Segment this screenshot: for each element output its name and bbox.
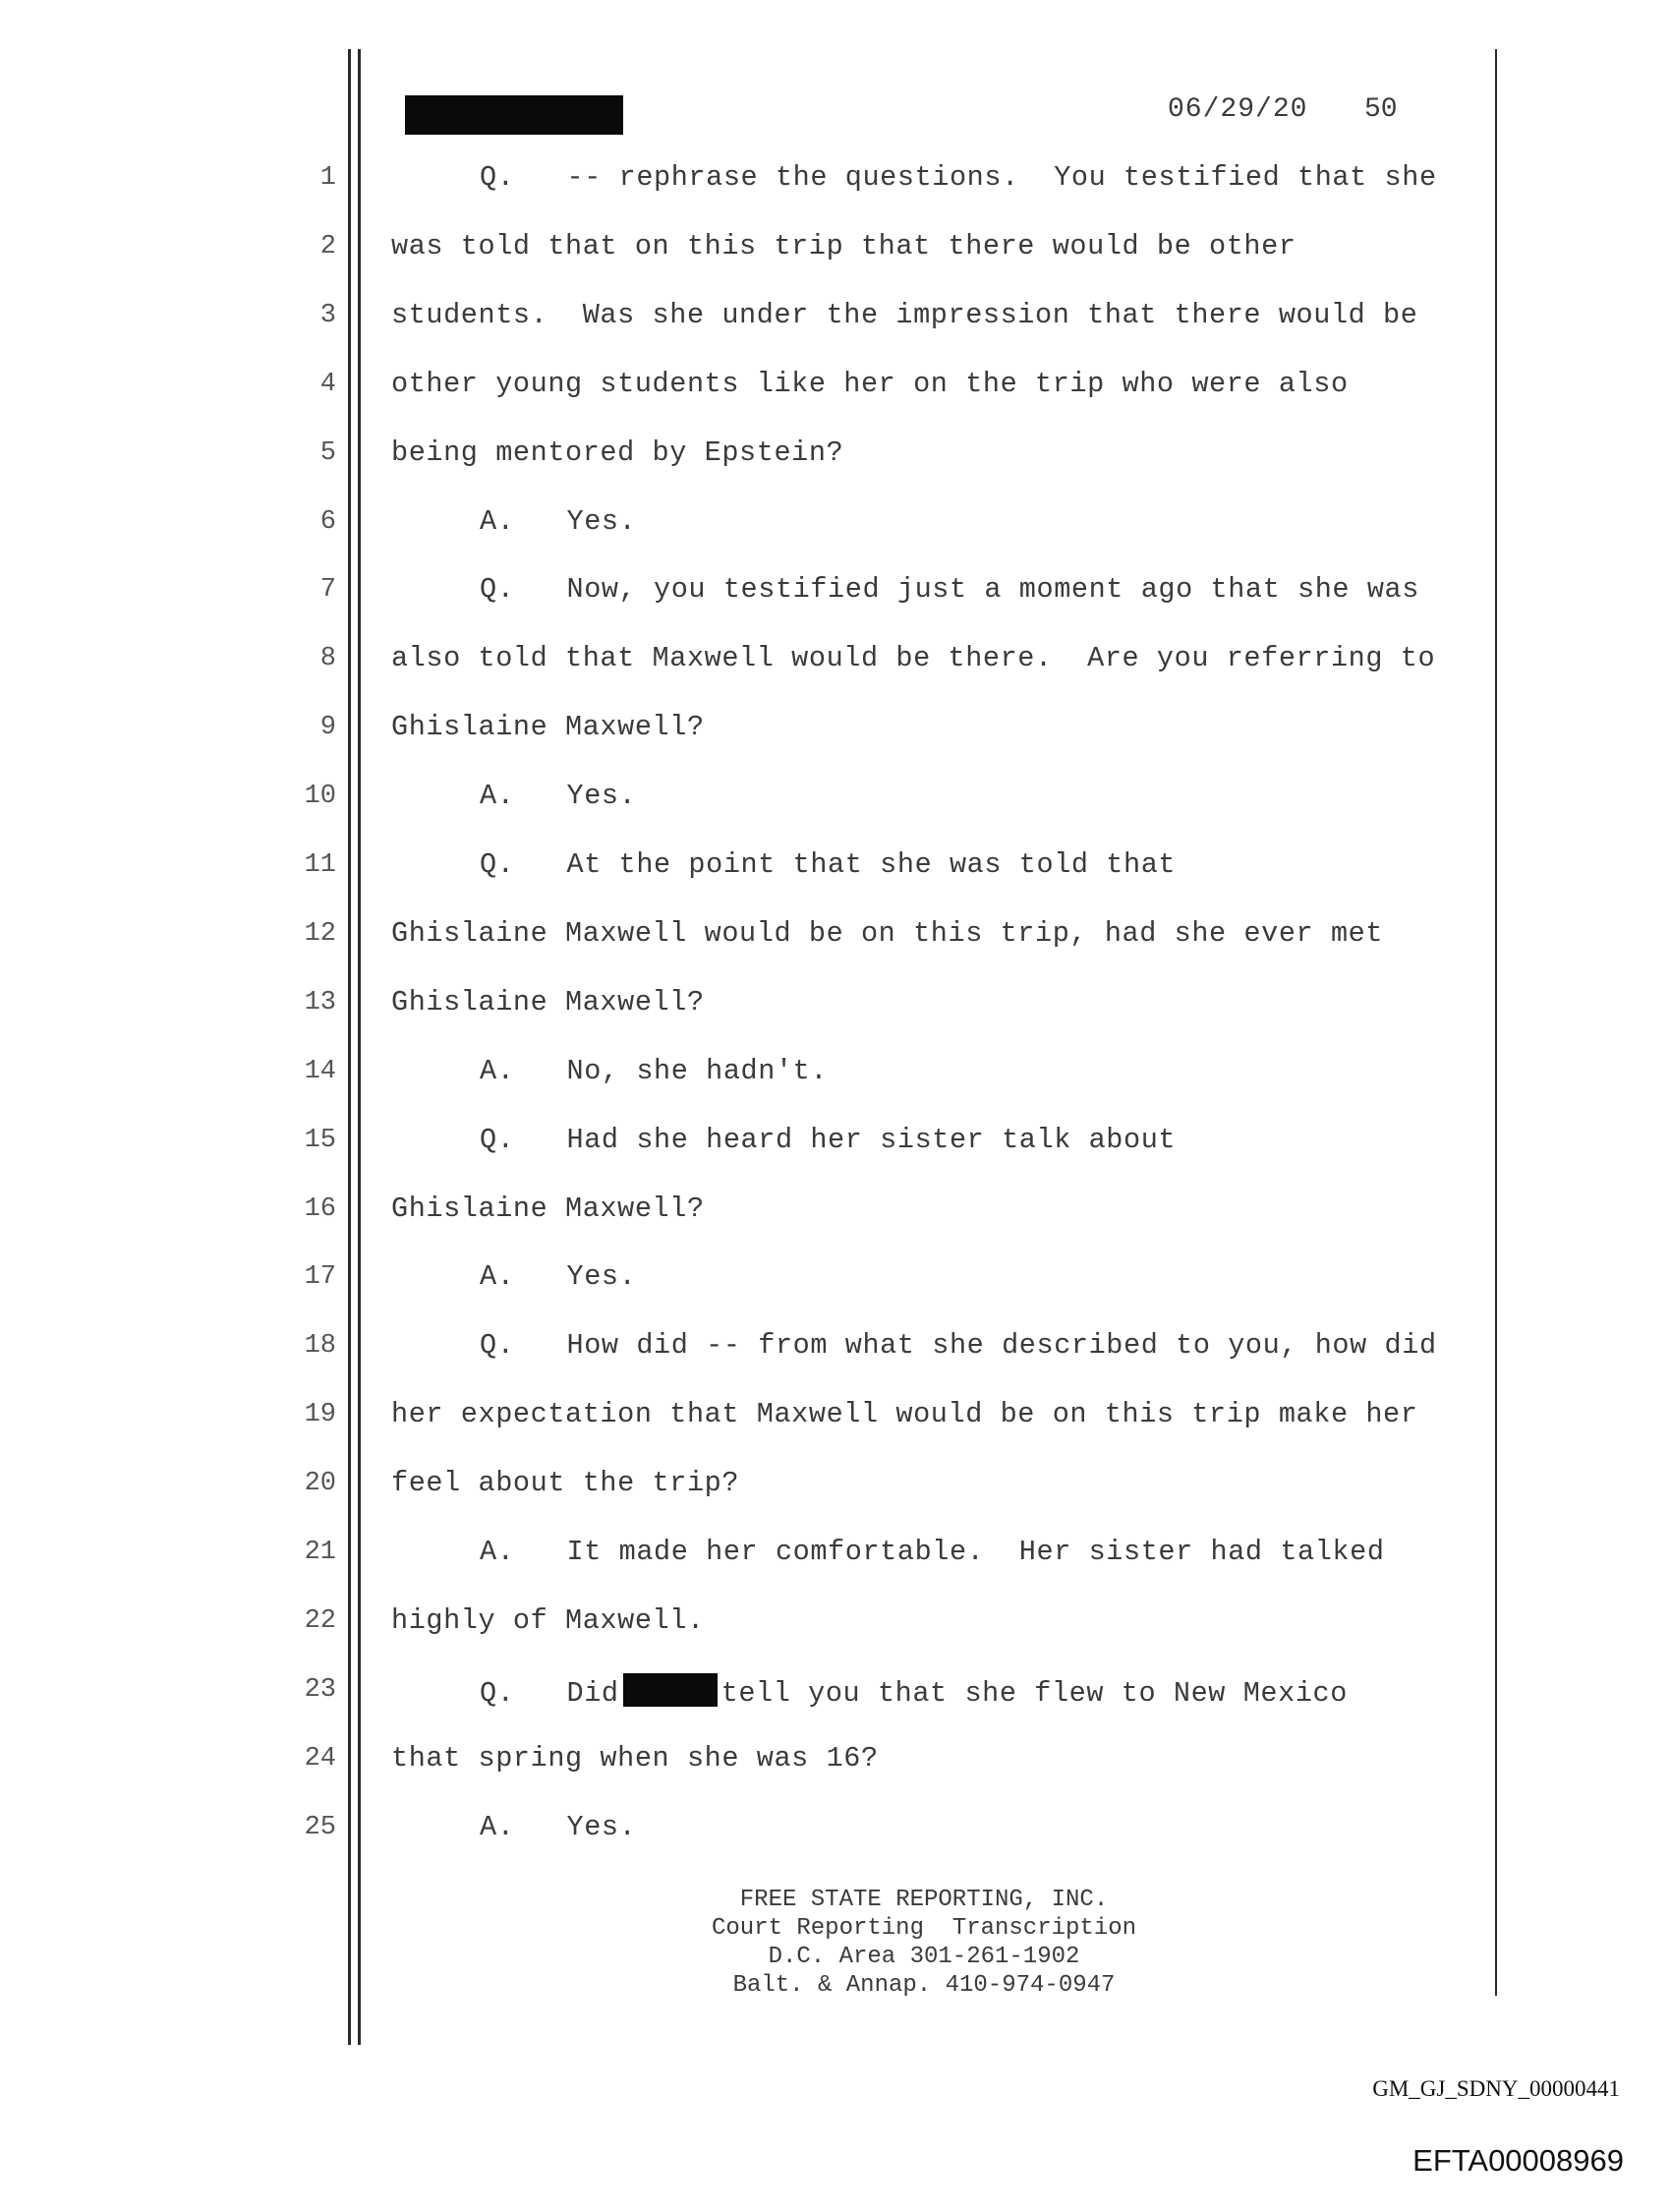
line-text: A. Yes. [480, 504, 637, 538]
transcript-line [0, 1667, 1671, 1717]
line-text: other young students like her on the trip who were also [391, 367, 1349, 400]
line-number: 25 [304, 1812, 336, 1842]
line-text: A. Yes. [480, 1260, 637, 1294]
name-redaction-block [623, 1673, 718, 1707]
transcript-line [0, 705, 1671, 754]
line-number: 5 [319, 437, 336, 468]
transcript-line [0, 1392, 1671, 1441]
transcript-line [0, 155, 1671, 204]
line-number: 7 [319, 575, 336, 606]
transcript-line [0, 567, 1671, 616]
line-text: Q. -- rephrase the questions. You testified that she [480, 161, 1437, 194]
header-date: 06/29/20 [1168, 94, 1308, 125]
transcript-line [0, 911, 1671, 960]
footer-services: Court Reporting Transcription [711, 1915, 1137, 1942]
line-text: Ghislaine Maxwell? [391, 1192, 705, 1225]
transcript-line [0, 431, 1671, 480]
line-text-before-redaction: Q. Did [480, 1676, 619, 1710]
line-number: 9 [319, 713, 336, 743]
transcript-line [0, 843, 1671, 892]
line-number: 24 [304, 1743, 336, 1774]
line-text: A. It made her comfortable. Her sister had talked [480, 1536, 1385, 1568]
line-number: 16 [304, 1193, 336, 1224]
line-text: being mentored by Epstein? [391, 436, 844, 469]
line-number: 22 [304, 1605, 336, 1636]
line-text: students. Was she under the impression that there would be [391, 298, 1418, 331]
line-number: 15 [304, 1125, 336, 1155]
line-text-after-redaction: tell you that she flew to New Mexico [720, 1676, 1348, 1710]
line-text: A. Yes. [480, 780, 637, 813]
transcript-line [0, 1254, 1671, 1304]
line-number: 11 [304, 850, 336, 880]
footer-dc-phone: D.C. Area 301-261-1902 [768, 1944, 1080, 1970]
line-number: 8 [319, 644, 336, 674]
line-number: 12 [304, 918, 336, 949]
transcript-line [0, 224, 1671, 273]
transcript-line [0, 1187, 1671, 1236]
transcript-line [0, 499, 1671, 549]
line-text [480, 1673, 1348, 1710]
transcript-line [0, 1530, 1671, 1579]
line-number: 3 [319, 300, 336, 330]
footer-company: FREE STATE REPORTING, INC. [739, 1887, 1109, 1913]
transcript-line [0, 1323, 1671, 1372]
transcript-line [0, 980, 1671, 1029]
bates-number: GM_GJ_SDNY_00000441 [1372, 2076, 1620, 2101]
line-number: 19 [304, 1400, 336, 1430]
line-text: Q. Now, you testified just a moment ago that she was [480, 573, 1419, 607]
line-number: 23 [304, 1674, 336, 1705]
line-text: highly of Maxwell. [391, 1603, 705, 1637]
line-number: 2 [319, 231, 336, 262]
transcript-line [0, 1461, 1671, 1510]
transcript-line [0, 636, 1671, 685]
line-number: 17 [304, 1262, 336, 1293]
line-number: 10 [304, 782, 336, 812]
line-text: A. No, she hadn't. [480, 1054, 829, 1087]
efta-number: EFTA00008969 [1412, 2143, 1624, 2178]
line-text: her expectation that Maxwell would be on this trip make her [391, 1398, 1418, 1431]
header-redaction-block [405, 95, 623, 135]
transcript-line [0, 293, 1671, 342]
line-number: 1 [319, 163, 336, 193]
transcript-line [0, 1805, 1671, 1854]
transcript-line [0, 1599, 1671, 1648]
line-text: Ghislaine Maxwell would be on this trip, had she ever met [391, 916, 1384, 950]
transcript-line [0, 362, 1671, 411]
line-text: also told that Maxwell would be there. Are you referring to [391, 642, 1436, 675]
line-text: feel about the trip? [391, 1467, 740, 1500]
line-number: 18 [304, 1331, 336, 1362]
reporter-footer [590, 1886, 1258, 2000]
line-text: A. Yes. [480, 1810, 637, 1843]
header-page-number: 50 [1364, 94, 1398, 125]
line-text: Q. At the point that she was told that [480, 848, 1177, 881]
line-text: that spring when she was 16? [391, 1741, 879, 1775]
line-text: Q. Had she heard her sister talk about [480, 1123, 1177, 1156]
line-number: 20 [304, 1469, 336, 1499]
transcript-line [0, 774, 1671, 823]
line-number: 4 [319, 369, 336, 399]
line-number: 6 [319, 506, 336, 537]
line-text: Ghislaine Maxwell? [391, 711, 705, 744]
transcript-line [0, 1118, 1671, 1167]
line-text: was told that on this trip that there would be other [391, 229, 1296, 262]
line-text: Q. How did -- from what she described to you, how did [480, 1329, 1437, 1363]
line-number: 14 [304, 1056, 336, 1086]
line-number: 13 [304, 987, 336, 1018]
footer-balt-phone: Balt. & Annap. 410-974-0947 [732, 1972, 1116, 1999]
transcript-line [0, 1049, 1671, 1098]
transcript-line [0, 1736, 1671, 1785]
line-text: Ghislaine Maxwell? [391, 985, 705, 1019]
line-number: 21 [304, 1538, 336, 1567]
